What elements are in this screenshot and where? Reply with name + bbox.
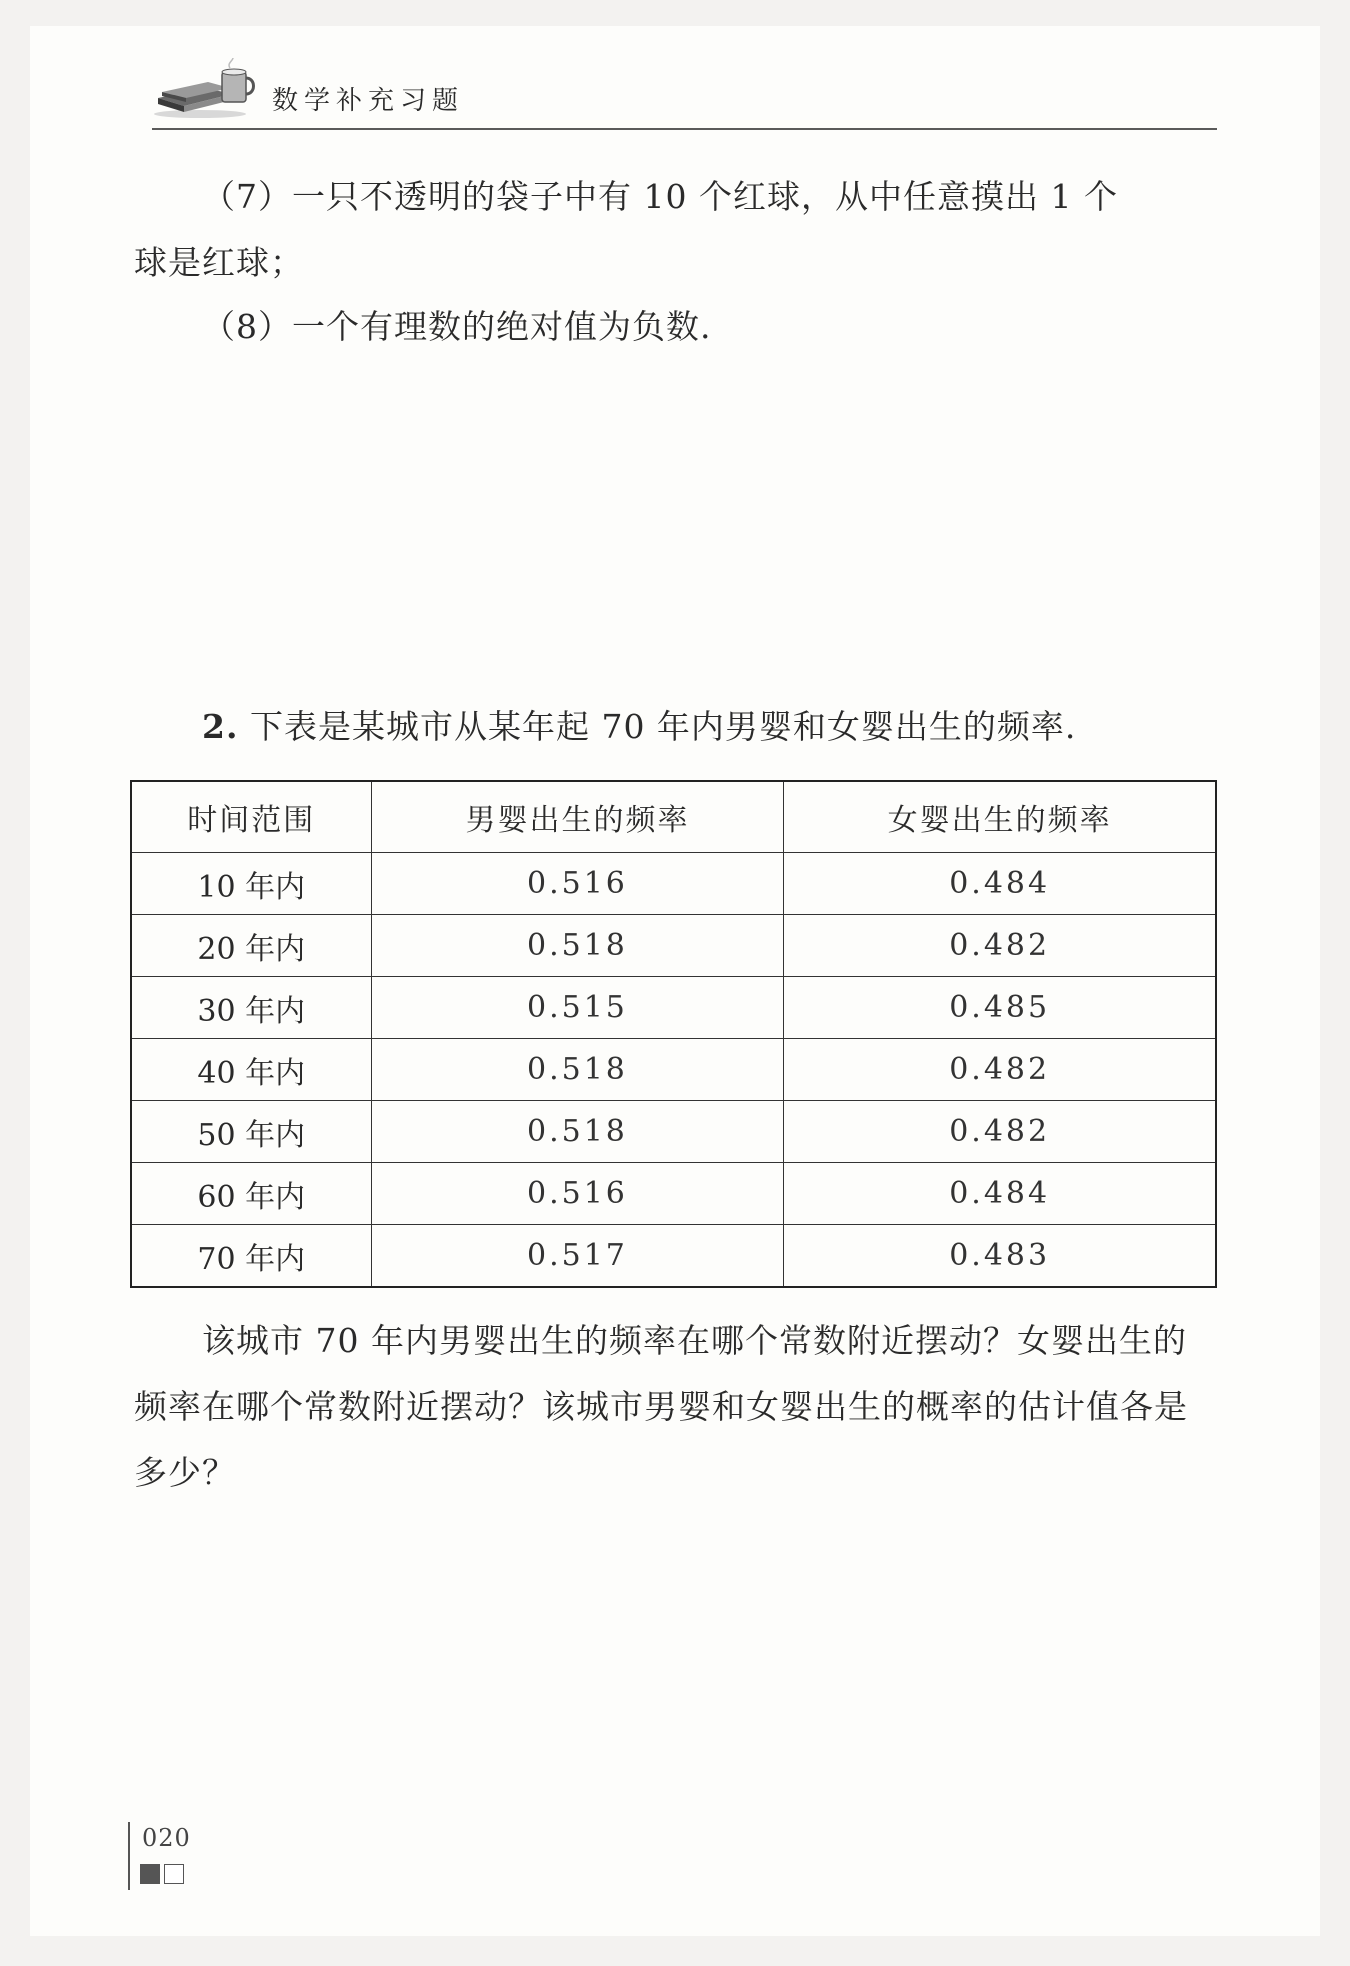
problem-2-number: 2. (202, 707, 239, 746)
birth-frequency-table (130, 780, 1217, 1288)
cell-female-frequency: 0.482 (784, 1039, 1216, 1101)
cell-time-range: 30 年内 (131, 977, 371, 1039)
books-and-cup-icon (152, 58, 262, 122)
footer-divider (128, 1822, 130, 1890)
problem-2-question-text: 该城市 70 年内男婴出生的频率在哪个常数附近摆动？女婴出生的频率在哪个常数附近摆动？该城市男婴和女婴出生的概率的估计值各是多少？ (134, 1321, 1188, 1492)
item-7-line-1: （7）一只不透明的袋子中有 10 个红球，从中任意摸出 1 个 (202, 177, 1118, 216)
cell-female-frequency: 0.482 (784, 915, 1216, 977)
cell-female-frequency: 0.485 (784, 977, 1216, 1039)
column-header-time-range: 时间范围 (131, 781, 371, 853)
cell-male-frequency: 0.515 (371, 977, 784, 1039)
item-8-text: （8）一个有理数的绝对值为负数. (202, 307, 712, 346)
cell-male-frequency: 0.516 (371, 853, 784, 915)
cell-male-frequency: 0.516 (371, 1163, 784, 1225)
column-header-female-frequency: 女婴出生的频率 (784, 781, 1216, 853)
cell-female-frequency: 0.482 (784, 1101, 1216, 1163)
problem-2-question (134, 1308, 1218, 1506)
filled-square-icon (140, 1864, 160, 1884)
cell-time-range: 20 年内 (131, 915, 371, 977)
header-title: 数学补充习题 (272, 86, 465, 116)
cell-time-range: 10 年内 (131, 853, 371, 915)
table-row (131, 915, 1216, 977)
cell-female-frequency: 0.483 (784, 1225, 1216, 1288)
cell-time-range: 70 年内 (131, 1225, 371, 1288)
cell-time-range: 50 年内 (131, 1101, 371, 1163)
item-7 (134, 164, 1218, 296)
table-row (131, 1163, 1216, 1225)
cell-male-frequency: 0.517 (371, 1225, 784, 1288)
table-row (131, 977, 1216, 1039)
item-8 (134, 294, 1218, 360)
problem-2-intro (134, 694, 1218, 760)
table-row (131, 853, 1216, 915)
table-header-row (131, 781, 1216, 853)
header-divider (152, 128, 1217, 130)
cell-time-range: 60 年内 (131, 1163, 371, 1225)
empty-square-icon (164, 1864, 184, 1884)
item-7-line-2: 球是红球； (134, 243, 304, 282)
table-row (131, 1039, 1216, 1101)
cell-male-frequency: 0.518 (371, 1101, 784, 1163)
page-number: 020 (142, 1824, 191, 1852)
problem-2-intro-text: 下表是某城市从某年起 70 年内男婴和女婴出生的频率. (249, 707, 1077, 746)
cell-male-frequency: 0.518 (371, 1039, 784, 1101)
cell-female-frequency: 0.484 (784, 853, 1216, 915)
page-header (152, 48, 1217, 130)
table-row (131, 1225, 1216, 1288)
column-header-male-frequency: 男婴出生的频率 (371, 781, 784, 853)
table-row (131, 1101, 1216, 1163)
cell-male-frequency: 0.518 (371, 915, 784, 977)
cell-time-range: 40 年内 (131, 1039, 371, 1101)
cell-female-frequency: 0.484 (784, 1163, 1216, 1225)
